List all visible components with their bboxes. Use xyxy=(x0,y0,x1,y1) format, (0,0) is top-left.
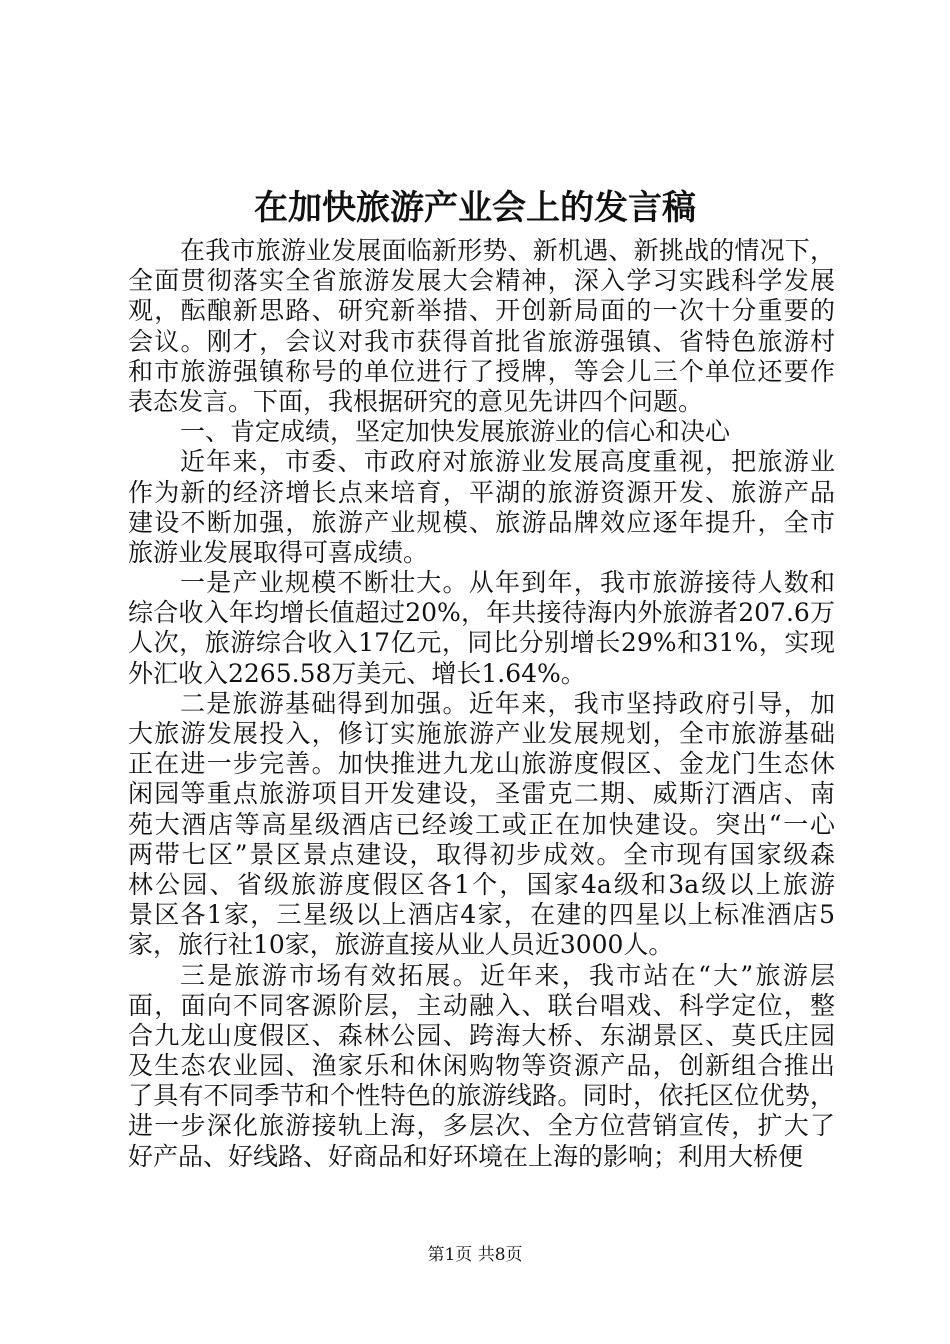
text-line: 外汇收入2265.58万美元、增长1.64%。 xyxy=(128,658,586,688)
paragraph-point-2 xyxy=(128,689,835,961)
text-line: 表态发言。下面，我根据研究的意见先讲四个问题。 xyxy=(128,386,704,416)
text-line: 近年来，市委、市政府对旅游业发展高度重视，把旅游业 xyxy=(180,447,835,477)
paragraph-intro xyxy=(128,236,835,417)
paragraph-point-1 xyxy=(128,568,835,689)
text-line: 人次，旅游综合收入17亿元，同比分别增长29%和31%，实现 xyxy=(128,628,835,658)
text-line: 及生态农业园、渔家乐和休闲购物等资源产品，创新组合推出 xyxy=(128,1051,835,1081)
page-number-footer: 第1页 共8页 xyxy=(427,1245,523,1265)
text-line: 进一步深化旅游接轨上海，多层次、全方位营销宣传，扩大了 xyxy=(128,1111,835,1141)
text-line: 林公园、省级旅游度假区各1个，国家4a级和3a级以上旅游 xyxy=(128,869,835,899)
text-line: 了具有不同季节和个性特色的旅游线路。同时，依托区位优势， xyxy=(128,1081,835,1111)
text-line: 两带七区”景区景点建设，取得初步成效。全市现有国家级森 xyxy=(128,839,835,869)
text-line: 正在进一步完善。加快推进九龙山旅游度假区、金龙门生态休 xyxy=(128,749,835,779)
document-body xyxy=(128,236,835,1172)
text-line: 和市旅游强镇称号的单位进行了授牌，等会儿三个单位还要作 xyxy=(128,356,835,386)
text-line: 景区各1家，三星级以上酒店4家，在建的四星以上标准酒店5 xyxy=(128,900,835,930)
text-line: 苑大酒店等高星级酒店已经竣工或正在加快建设。突出“一心 xyxy=(128,809,835,839)
text-line: 好产品、好线路、好商品和好环境在上海的影响；利用大桥便 xyxy=(128,1141,804,1171)
text-line: 大旅游发展投入，修订实施旅游产业发展规划，全市旅游基础 xyxy=(128,719,835,748)
document-title: 在加快旅游产业会上的发言稿 xyxy=(254,188,696,228)
text-line: 综合收入年均增长值超过20%，年共接待海内外旅游者207.6万 xyxy=(128,598,835,628)
text-line: 面，面向不同客源阶层，主动融入、联台唱戏、科学定位，整 xyxy=(128,990,835,1020)
text-line: 观，酝酿新思路、研究新举措、开创新局面的一次十分重要的 xyxy=(128,296,835,326)
paragraph-overview xyxy=(128,447,835,568)
paragraph-point-3 xyxy=(128,961,835,1172)
text-line: 作为新的经济增长点来培育，平湖的旅游资源开发、旅游产品 xyxy=(128,477,835,507)
text-line: 在我市旅游业发展面临新形势、新机遇、新挑战的情况下， xyxy=(180,236,835,265)
text-line: 会议。刚才，会议对我市获得首批省旅游强镇、省特色旅游村 xyxy=(128,326,835,356)
text-line: 三是旅游市场有效拓展。近年来，我市站在“大”旅游层 xyxy=(180,960,835,990)
text-line: 建设不断加强，旅游产业规模、旅游品牌效应逐年提升，全市 xyxy=(128,507,835,537)
text-line: 二是旅游基础得到加强。近年来，我市坚持政府引导，加 xyxy=(180,688,835,718)
text-line: 合九龙山度假区、森林公园、跨海大桥、东湖景区、莫氏庄园 xyxy=(128,1020,835,1050)
paragraph-section-heading-1 xyxy=(128,417,835,447)
text-line: 全面贯彻落实全省旅游发展大会精神，深入学习实践科学发展 xyxy=(128,266,835,296)
text-line: 家，旅行社10家，旅游直接从业人员近3000人。 xyxy=(128,930,674,960)
text-line: 闲园等重点旅游项目开发建设，圣雷克二期、威斯汀酒店、南 xyxy=(128,779,835,809)
text-line: 一、肯定成绩，坚定加快发展旅游业的信心和决心 xyxy=(180,417,731,447)
text-line: 一是产业规模不断壮大。从年到年，我市旅游接待人数和 xyxy=(180,568,835,598)
text-line: 旅游业发展取得可喜成绩。 xyxy=(128,537,429,567)
